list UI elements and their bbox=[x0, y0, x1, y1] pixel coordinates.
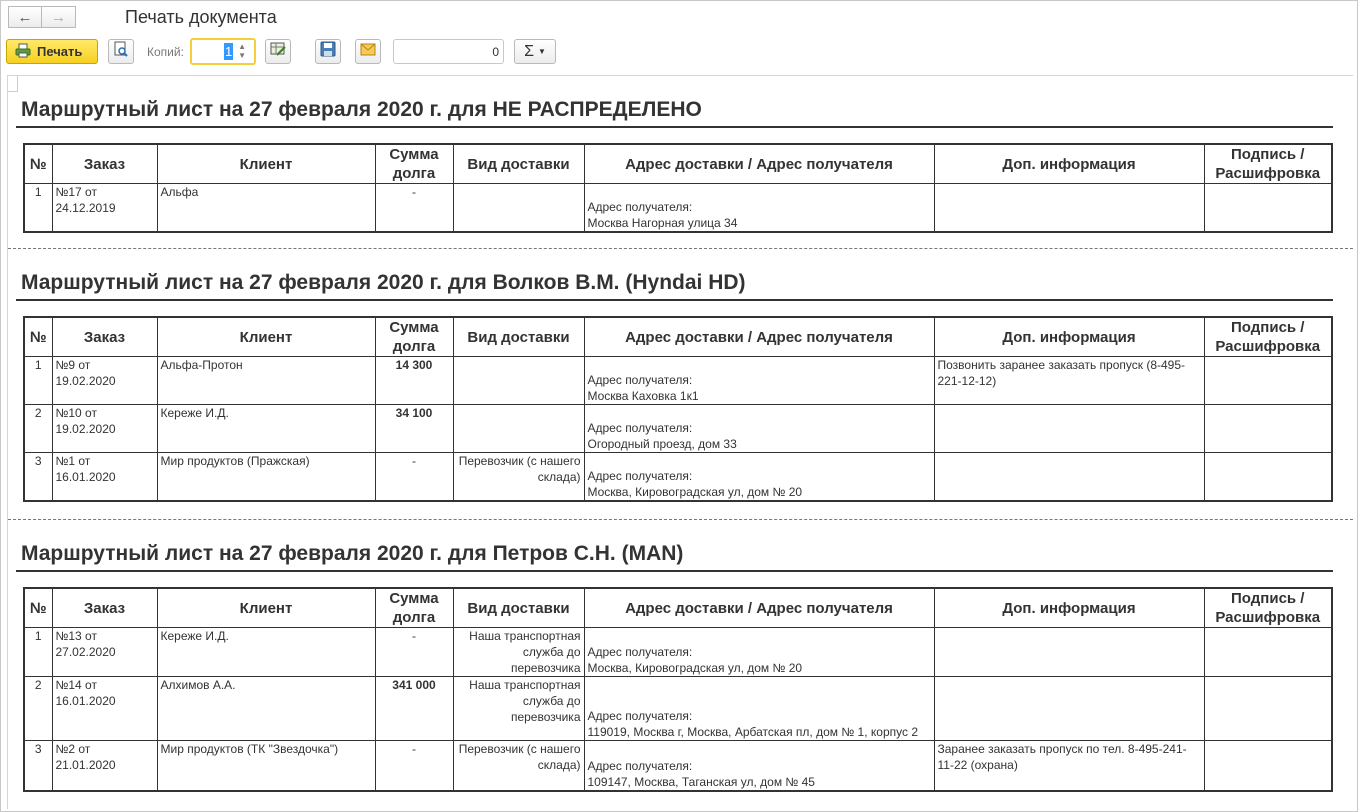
table-header-row bbox=[24, 317, 1332, 357]
copies-input[interactable] bbox=[190, 38, 256, 65]
dropdown-arrow-icon: ▼ bbox=[537, 47, 546, 56]
send-email-button[interactable] bbox=[355, 39, 381, 64]
arrow-right-icon: → bbox=[51, 8, 66, 26]
route-table bbox=[23, 587, 1333, 792]
sum-mode-button[interactable] bbox=[514, 39, 556, 64]
client-cell: Кереже И.Д. bbox=[157, 628, 375, 677]
address-cell bbox=[584, 405, 934, 453]
route-table bbox=[23, 143, 1333, 233]
column-header: Подпись / Расшифровка bbox=[1204, 144, 1332, 184]
address-cell bbox=[584, 628, 934, 677]
table-header-row bbox=[24, 144, 1332, 184]
column-header: Адрес доставки / Адрес получателя bbox=[584, 144, 934, 184]
client-cell: Альфа bbox=[157, 184, 375, 232]
table-row bbox=[24, 628, 1332, 677]
address-value: Москва, Кировоградская ул, дом № 20 bbox=[587, 661, 803, 675]
address-label: Адрес получателя: bbox=[587, 709, 693, 723]
delivery-type-cell: Наша транспортная служба до перевозчика bbox=[453, 677, 584, 741]
back-button[interactable] bbox=[8, 6, 42, 28]
document-area[interactable] bbox=[7, 75, 1353, 809]
envelope-icon bbox=[360, 43, 376, 61]
copies-label: Копий: bbox=[147, 45, 184, 59]
print-button[interactable] bbox=[6, 39, 98, 64]
delivery-type-cell bbox=[453, 184, 584, 232]
address-label: Адрес получателя: bbox=[587, 468, 693, 483]
address-value: 119019, Москва г, Москва, Арбатская пл, дом № 1, корпус 2 bbox=[587, 725, 918, 739]
printer-icon bbox=[15, 43, 31, 61]
column-header: Сумма долга bbox=[375, 317, 453, 357]
delivery-type-cell bbox=[453, 357, 584, 405]
delivery-type-cell: Перевозчик (с нашего склада) bbox=[453, 741, 584, 791]
info-cell bbox=[934, 184, 1204, 232]
table-row bbox=[24, 357, 1332, 405]
address-value: Москва Нагорная улица 34 bbox=[587, 215, 738, 230]
column-header: Доп. информация bbox=[934, 588, 1204, 628]
column-header: Доп. информация bbox=[934, 317, 1204, 357]
delivery-type-cell: Перевозчик (с нашего склада) bbox=[453, 453, 584, 501]
client-cell: Кереже И.Д. bbox=[157, 405, 375, 453]
table-row bbox=[24, 184, 1332, 232]
route-sheet-title: Маршрутный лист на 27 февраля 2020 г. для НЕ РАСПРЕДЕЛЕНО bbox=[16, 98, 1333, 128]
signature-cell bbox=[1204, 628, 1332, 677]
route-sheet-title: Маршрутный лист на 27 февраля 2020 г. для Петров С.Н. (MAN) bbox=[16, 542, 1333, 572]
column-header: Заказ bbox=[52, 144, 157, 184]
order-cell: №14 от 16.01.2020 bbox=[52, 677, 157, 741]
order-cell: №9 от 19.02.2020 bbox=[52, 357, 157, 405]
row-number: 2 bbox=[24, 677, 52, 741]
page-break-line bbox=[8, 519, 1353, 520]
signature-cell bbox=[1204, 677, 1332, 741]
debt-cell: - bbox=[375, 628, 453, 677]
table-row bbox=[24, 741, 1332, 791]
debt-cell: 341 000 bbox=[375, 677, 453, 741]
route-sheet-section bbox=[16, 98, 1338, 233]
info-cell: Позвонить заранее заказать пропуск (8-495-221-12-12) bbox=[934, 357, 1204, 405]
row-number: 2 bbox=[24, 405, 52, 453]
navigation bbox=[8, 6, 76, 28]
arrow-left-icon: ← bbox=[17, 8, 33, 26]
delivery-type-cell bbox=[453, 405, 584, 453]
column-header: № bbox=[24, 144, 52, 184]
route-table bbox=[23, 316, 1333, 502]
row-number: 1 bbox=[24, 628, 52, 677]
column-header: Вид доставки bbox=[453, 317, 584, 357]
table-edit-icon bbox=[270, 41, 286, 62]
column-header: Клиент bbox=[157, 588, 375, 628]
print-label: Печать bbox=[37, 44, 83, 59]
route-sheet-title: Маршрутный лист на 27 февраля 2020 г. для Волков В.М. (Hyndai HD) bbox=[16, 271, 1333, 301]
address-cell bbox=[584, 741, 934, 791]
info-cell bbox=[934, 453, 1204, 501]
client-cell: Алхимов А.А. bbox=[157, 677, 375, 741]
row-number: 3 bbox=[24, 453, 52, 501]
column-header: Вид доставки bbox=[453, 588, 584, 628]
signature-cell bbox=[1204, 184, 1332, 232]
column-header: Клиент bbox=[157, 144, 375, 184]
edit-mode-button[interactable] bbox=[265, 39, 291, 64]
route-sheet-section bbox=[16, 271, 1338, 502]
address-cell bbox=[584, 677, 934, 741]
delivery-type-cell: Наша транспортная служба до перевозчика bbox=[453, 628, 584, 677]
address-cell bbox=[584, 453, 934, 501]
sheet-corner bbox=[8, 76, 18, 92]
table-header-row bbox=[24, 588, 1332, 628]
copies-value: 1 bbox=[225, 44, 233, 59]
spin-arrows-icon[interactable]: ▲ ▼ bbox=[238, 42, 246, 60]
address-cell bbox=[584, 357, 934, 405]
column-header: Доп. информация bbox=[934, 144, 1204, 184]
column-header: Сумма долга bbox=[375, 144, 453, 184]
info-cell bbox=[934, 677, 1204, 741]
page-break-line bbox=[8, 248, 1353, 249]
debt-cell: 14 300 bbox=[375, 357, 453, 405]
address-cell bbox=[584, 184, 934, 232]
address-label: Адрес получателя: bbox=[587, 373, 693, 387]
address-label: Адрес получателя: bbox=[587, 645, 693, 659]
order-cell: №17 от 24.12.2019 bbox=[52, 184, 157, 232]
row-number: 1 bbox=[24, 184, 52, 232]
order-cell: №13 от 27.02.2020 bbox=[52, 628, 157, 677]
address-label: Адрес получателя: bbox=[587, 421, 693, 435]
table-row bbox=[24, 453, 1332, 501]
debt-cell: - bbox=[375, 741, 453, 791]
address-label: Адрес получателя: bbox=[587, 199, 693, 214]
info-cell: Заранее заказать пропуск по тел. 8-495-241-11-22 (охрана) bbox=[934, 741, 1204, 791]
signature-cell bbox=[1204, 741, 1332, 791]
info-cell bbox=[934, 405, 1204, 453]
window-title: Печать документа bbox=[125, 7, 277, 27]
table-row bbox=[24, 405, 1332, 453]
address-value: Москва, Кировоградская ул, дом № 20 bbox=[587, 484, 803, 499]
column-header: Вид доставки bbox=[453, 144, 584, 184]
row-number: 3 bbox=[24, 741, 52, 791]
sigma-icon: Σ bbox=[524, 42, 534, 60]
address-label: Адрес получателя: bbox=[587, 758, 693, 773]
debt-cell: - bbox=[375, 453, 453, 501]
column-header: Подпись / Расшифровка bbox=[1204, 317, 1332, 357]
column-header: Подпись / Расшифровка bbox=[1204, 588, 1332, 628]
order-cell: №2 от 21.01.2020 bbox=[52, 741, 157, 791]
address-value: Москва Каховка 1к1 bbox=[587, 389, 699, 403]
row-number: 1 bbox=[24, 357, 52, 405]
address-value: Огородный проезд, дом 33 bbox=[587, 437, 737, 451]
address-value: 109147, Москва, Таганская ул, дом № 45 bbox=[587, 774, 815, 789]
client-cell: Мир продуктов (ТК "Звездочка") bbox=[157, 741, 375, 791]
client-cell: Альфа-Протон bbox=[157, 357, 375, 405]
route-sheet-section bbox=[16, 542, 1338, 792]
signature-cell bbox=[1204, 357, 1332, 405]
magnifier-page-icon bbox=[113, 41, 129, 62]
column-header: Адрес доставки / Адрес получателя bbox=[584, 588, 934, 628]
info-cell bbox=[934, 628, 1204, 677]
table-row bbox=[24, 677, 1332, 741]
column-header: Сумма долга bbox=[375, 588, 453, 628]
forward-button[interactable] bbox=[42, 6, 76, 28]
debt-cell: - bbox=[375, 184, 453, 232]
order-cell: №1 от 16.01.2020 bbox=[52, 453, 157, 501]
column-header: Адрес доставки / Адрес получателя bbox=[584, 317, 934, 357]
floppy-disk-icon bbox=[320, 41, 336, 62]
signature-cell bbox=[1204, 453, 1332, 501]
signature-cell bbox=[1204, 405, 1332, 453]
column-header: № bbox=[24, 317, 52, 357]
column-header: Заказ bbox=[52, 317, 157, 357]
debt-cell: 34 100 bbox=[375, 405, 453, 453]
preview-button[interactable] bbox=[108, 39, 134, 64]
order-cell: №10 от 19.02.2020 bbox=[52, 405, 157, 453]
column-header: № bbox=[24, 588, 52, 628]
client-cell: Мир продуктов (Пражская) bbox=[157, 453, 375, 501]
save-button[interactable] bbox=[315, 39, 341, 64]
sum-field[interactable]: 0 bbox=[393, 39, 504, 64]
column-header: Заказ bbox=[52, 588, 157, 628]
column-header: Клиент bbox=[157, 317, 375, 357]
